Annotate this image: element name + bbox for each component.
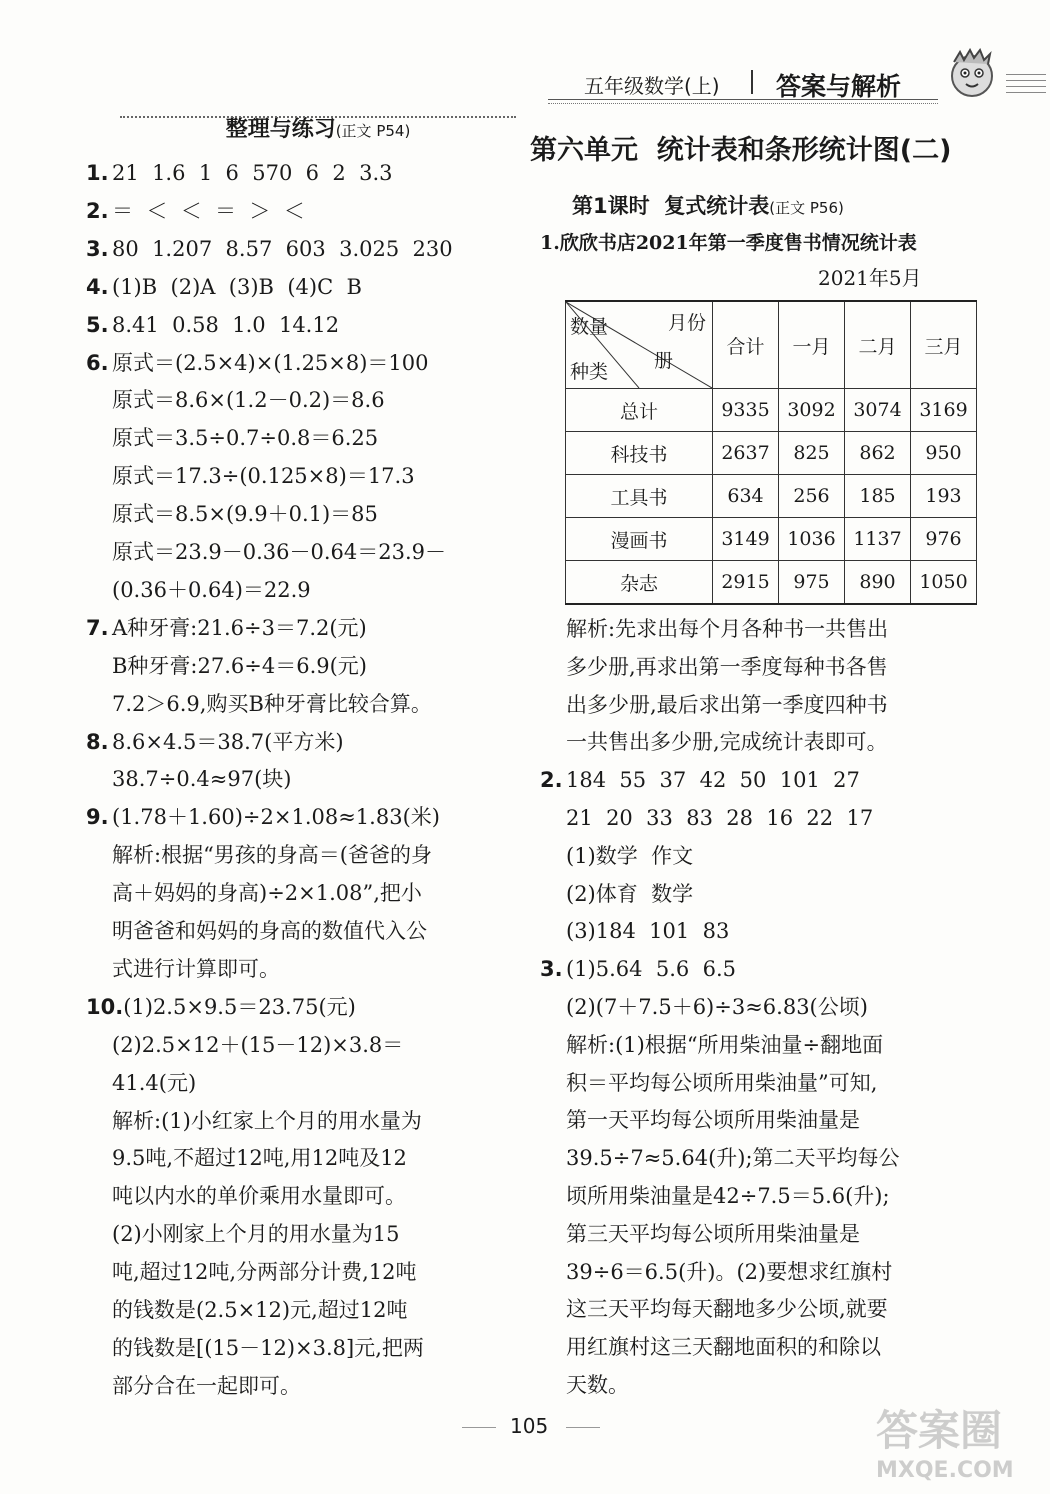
answer-line	[112, 423, 378, 453]
answer-line	[86, 348, 429, 378]
heading-dots-top	[120, 116, 516, 118]
answer-text: 21 20 33 83 28 16 22 17	[566, 806, 874, 830]
answer-line	[566, 690, 888, 720]
table-cell: 634	[713, 475, 779, 518]
answer-line	[86, 272, 362, 302]
header-divider	[751, 70, 753, 94]
header-decoration	[1006, 74, 1046, 98]
table-cell: 193	[911, 475, 977, 518]
answer-line	[566, 1370, 629, 1400]
answer-line	[566, 614, 888, 644]
answer-line	[112, 499, 378, 529]
answer-line	[86, 158, 393, 188]
question-number: 3.	[86, 236, 109, 261]
table-cell: 1036	[779, 518, 845, 561]
answer-line	[112, 385, 385, 415]
table-cell: 975	[779, 561, 845, 605]
answer-line	[112, 1219, 399, 1249]
answer-text: 一共售出多少册,完成统计表即可。	[566, 730, 888, 755]
answer-line	[112, 764, 291, 794]
answer-text: (2)(7＋7.5＋6)÷3≈6.83(公顷)	[566, 995, 868, 1019]
answer-line	[566, 1294, 888, 1324]
answer-text: (1)B (2)A (3)B (4)C B	[112, 274, 362, 299]
answer-line	[540, 765, 860, 795]
answer-line	[112, 537, 446, 567]
answer-line	[112, 1333, 424, 1363]
answer-text: 积＝平均每公顷所用柴油量”可知,	[566, 1070, 878, 1095]
answer-text: 9.5吨,不超过12吨,用12吨及12	[112, 1146, 407, 1171]
table-cell: 185	[845, 475, 911, 518]
corner-unit: 册	[654, 350, 674, 372]
answer-text: 39.5÷7≈5.64(升);第二天平均每公	[566, 1146, 900, 1171]
answer-line	[540, 954, 736, 984]
answer-line	[112, 954, 280, 984]
table-title: 1.欣欣书店2021年第一季度售书情况统计表	[540, 232, 917, 254]
answer-line	[112, 1143, 407, 1173]
question-number: 3.	[540, 957, 563, 982]
answer-text: 解析:先求出每个月各种书一共售出	[566, 617, 889, 641]
answer-line	[566, 1068, 877, 1098]
lesson-title	[572, 190, 844, 220]
answer-text: 原式＝(2.5×4)×(1.25×8)＝100	[112, 350, 429, 375]
table-cell: 9335	[713, 389, 779, 432]
answer-line	[566, 1332, 881, 1362]
col-header: 一月	[779, 301, 845, 389]
answer-text: (2)2.5×12＋(15－12)×3.8＝	[112, 1032, 404, 1057]
row-label: 漫画书	[566, 518, 713, 561]
answer-text: 部分合在一起即可。	[112, 1373, 301, 1398]
corner-month: 月份	[667, 312, 706, 334]
answer-text: (2)体育 数学	[566, 881, 694, 906]
answer-line	[112, 689, 432, 719]
answer-text: 原式＝23.9－0.36－0.64＝23.9－	[112, 540, 447, 564]
watermark-logo	[876, 1398, 1046, 1488]
answer-text: 多少册,再求出第一季度每种书各售	[566, 654, 888, 679]
answer-text: 8.41 0.58 1.0 14.12	[112, 312, 340, 337]
table-cell: 950	[911, 432, 977, 475]
table-row	[566, 389, 977, 432]
table-cell: 825	[779, 432, 845, 475]
answer-line	[566, 879, 693, 909]
answer-line	[86, 310, 339, 340]
answer-text: 38.7÷0.4≈97(块)	[112, 767, 292, 792]
answer-line	[112, 916, 427, 946]
question-number: 7.	[86, 615, 109, 640]
answer-line	[112, 651, 367, 681]
answer-text: (1)2.5×9.5＝23.75(元)	[123, 994, 356, 1019]
answer-text: 原式＝8.6×(1.2－0.2)＝8.6	[112, 388, 385, 413]
table-cell: 256	[779, 475, 845, 518]
answer-text: B种牙膏:27.6÷4＝6.9(元)	[112, 653, 368, 678]
answer-line	[86, 234, 453, 264]
table-cell: 890	[845, 561, 911, 605]
col-header: 三月	[911, 301, 977, 389]
answer-line	[566, 1143, 900, 1173]
answer-line	[566, 727, 888, 757]
answer-line	[566, 1257, 892, 1287]
table-cell: 3074	[845, 389, 911, 432]
corner-type: 种类	[570, 361, 609, 383]
table-row	[566, 518, 977, 561]
table-date: 2021年5月	[818, 266, 922, 290]
watermark-text: 答案圈	[876, 1406, 1003, 1455]
row-label: 杂志	[566, 561, 713, 605]
answer-text: 原式＝8.5×(9.9＋0.1)＝85	[112, 502, 378, 527]
answer-text: 天数。	[566, 1373, 629, 1397]
answer-text: 式进行计算即可。	[112, 956, 280, 981]
row-label: 科技书	[566, 432, 713, 475]
question-number: 8.	[86, 729, 109, 754]
answer-text: 41.4(元)	[112, 1070, 197, 1095]
answer-line	[112, 878, 422, 908]
answer-line	[112, 1068, 196, 1098]
answer-line	[112, 461, 415, 491]
answer-line	[566, 1181, 890, 1211]
row-label: 总计	[566, 389, 713, 432]
page-number: 105	[510, 1414, 549, 1438]
answer-text: 21 1.6 1 6 570 6 2 3.3	[112, 161, 393, 185]
book-title: 五年级数学(上)	[584, 74, 720, 98]
answer-line	[86, 802, 440, 832]
col-header: 合计	[713, 301, 779, 389]
answer-text: 原式＝17.3÷(0.125×8)＝17.3	[112, 464, 415, 489]
table-corner-cell	[566, 301, 713, 389]
answer-line	[566, 916, 729, 946]
lesson-ref: (正文 P56)	[769, 199, 844, 217]
table-cell: 3169	[911, 389, 977, 432]
answer-text: (1.78＋1.60)÷2×1.08≈1.83(米)	[112, 805, 440, 830]
unit-title: 第六单元 统计表和条形统计图(二)	[530, 135, 952, 166]
answer-text: 7.2＞6.9,购买B种牙膏比较合算。	[112, 691, 432, 716]
answer-line	[566, 841, 693, 871]
answer-line	[112, 1371, 301, 1401]
corner-qty: 数量	[570, 316, 609, 338]
answer-text: 的钱数是(2.5×12)元,超过12吨	[112, 1298, 408, 1322]
footer-rule-left	[462, 1427, 496, 1428]
answer-line	[566, 992, 868, 1022]
footer-rule-right	[566, 1427, 600, 1428]
answer-text: 的钱数是[(15－12)×3.8]元,把两	[112, 1335, 424, 1360]
question-number: 2.	[540, 768, 563, 793]
answer-line	[86, 727, 344, 757]
table-cell: 1050	[911, 561, 977, 605]
table-cell: 3092	[779, 389, 845, 432]
page-header	[548, 62, 1028, 104]
answer-text: 8.6×4.5＝38.7(平方米)	[112, 729, 344, 754]
table-cell: 976	[911, 518, 977, 561]
question-number: 1.	[86, 161, 109, 185]
answer-text: 高＋妈妈的身高)÷2×1.08”,把小	[112, 881, 422, 906]
answer-line	[566, 803, 873, 833]
header-rule-dotted	[548, 103, 938, 104]
answer-text: 明爸爸和妈妈的身高的数值代入公	[112, 919, 427, 943]
answer-line	[112, 840, 432, 870]
question-number: 6.	[86, 350, 109, 375]
answer-text: 吨,超过12吨,分两部分计费,12吨	[112, 1260, 417, 1285]
answer-text: 39÷6＝6.5(升)。(2)要想求红旗村	[566, 1259, 893, 1284]
section-label: 答案与解析	[776, 72, 902, 101]
answer-line	[566, 1219, 860, 1249]
answer-text: 解析:根据“男孩的身高＝(爸爸的身	[112, 843, 433, 868]
question-number: 9.	[86, 805, 109, 830]
row-label: 工具书	[566, 475, 713, 518]
answer-text: 解析:(1)小红家上个月的用水量为	[112, 1108, 422, 1133]
mascot-icon	[944, 48, 1000, 104]
answer-text: 第三天平均每公顷所用柴油量是	[566, 1221, 860, 1246]
answer-line	[112, 1030, 403, 1060]
answer-line	[566, 652, 888, 682]
watermark-site: MXQE.COM	[876, 1458, 1014, 1483]
answer-text: (1)5.64 5.6 6.5	[566, 957, 736, 982]
answer-text: 吨以内水的单价乘用水量即可。	[112, 1184, 406, 1209]
lesson-title-text: 第1课时 复式统计表	[572, 194, 770, 218]
answer-text: 用红旗村这三天翻地面积的和除以	[566, 1335, 881, 1360]
answer-text: 这三天平均每天翻地多少公顷,就要	[566, 1297, 888, 1322]
answer-text: 184 55 37 42 50 101 27	[566, 768, 860, 793]
table-cell: 2915	[713, 561, 779, 605]
answer-line	[112, 1257, 416, 1287]
answer-line	[86, 613, 367, 643]
answer-line	[112, 1295, 408, 1325]
answer-text: 80 1.207 8.57 603 3.025 230	[112, 236, 453, 261]
answer-line	[86, 992, 356, 1022]
section-title: 整理与练习	[225, 117, 336, 142]
answer-line	[566, 1030, 883, 1060]
table-row	[566, 561, 977, 605]
answer-line	[86, 196, 305, 226]
answer-text: A种牙膏:21.6÷3＝7.2(元)	[112, 615, 367, 640]
answer-text: ＝ ＜ ＜ ＝ ＞ ＜	[112, 198, 305, 223]
section-heading	[120, 112, 516, 143]
answer-text: 出多少册,最后求出第一季度四种书	[566, 692, 888, 717]
answer-line	[112, 1106, 422, 1136]
col-header: 二月	[845, 301, 911, 389]
answer-line	[112, 1181, 406, 1211]
table-row	[566, 432, 977, 475]
table-cell: 862	[845, 432, 911, 475]
answer-text: 第一天平均每公顷所用柴油量是	[566, 1108, 860, 1133]
answer-text: 解析:(1)根据“所用柴油量÷翻地面	[566, 1032, 884, 1057]
table-header-row	[566, 301, 977, 389]
answer-text: (0.36＋0.64)＝22.9	[112, 577, 311, 602]
table-cell: 1137	[845, 518, 911, 561]
question-number: 5.	[86, 312, 109, 337]
table-row	[566, 475, 977, 518]
question-number: 10.	[86, 994, 124, 1019]
section-ref: (正文 P54)	[335, 122, 411, 140]
question-number: 4.	[86, 274, 109, 299]
question-number: 2.	[86, 198, 109, 223]
sales-table	[565, 300, 977, 605]
answer-text: (1)数学 作文	[566, 843, 694, 868]
answer-text: 顷所用柴油量是42÷7.5＝5.6(升);	[566, 1184, 890, 1208]
answer-line	[112, 575, 311, 605]
answer-text: (2)小刚家上个月的用水量为15	[112, 1222, 400, 1247]
table-cell: 3149	[713, 518, 779, 561]
answer-text: 原式＝3.5÷0.7÷0.8＝6.25	[112, 426, 379, 451]
table-cell: 2637	[713, 432, 779, 475]
answer-line	[566, 1105, 860, 1135]
answer-text: (3)184 101 83	[566, 919, 730, 944]
